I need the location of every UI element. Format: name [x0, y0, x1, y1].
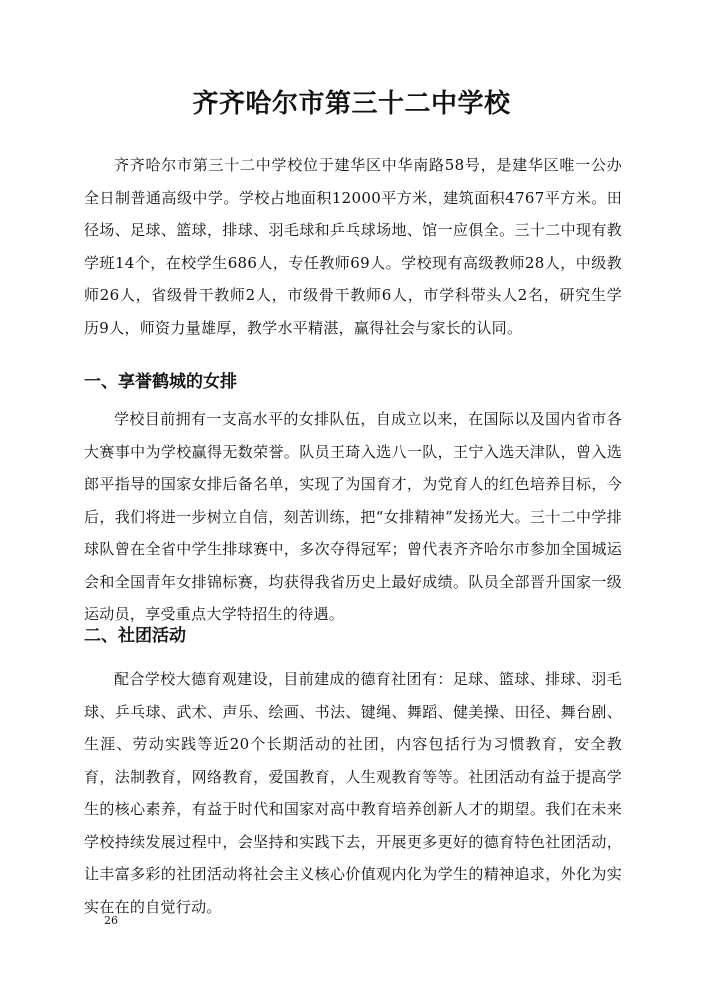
section-body-volleyball: 学校目前拥有一支高水平的女排队伍，自成立以来，在国际以及国内省市各大赛事中为学校赢得无数荣誉。队员王琦入选八一队，王宁入选天津队，曾入选郎平指导的国家女排后备名单，实现了为国育才，为党育人的红色培养目标，今后，我们将进一步树立自信，刻苦训练，把“女排精神”发扬光大。三十二中学排球队曾在全省中学生排球赛中，多次夺得冠军；曾代表齐齐哈尔市参加全国城运会和全国青年女排锦标赛，均获得我省历史上最好成绩。队员全部晋升国家一级运动员，享受重点大学特招生的待遇。: [84, 410, 622, 623]
intro-paragraph: 齐齐哈尔市第三十二中学校位于建华区中华南路58号，是建华区唯一公办全日制普通高级中学。学校占地面积12000平方米，建筑面积4767平方米。田径场、足球、篮球，排球、羽毛球和乒乓球场地、馆一应俱全。三十二中现有教学班14个，在校学生686人，专任教师69人。学校现有高级教师28人，中级教师26人，省级骨干教师2人，市级骨干教师6人，市学科带头人2名，研究生学历9人，师资力量雄厚，教学水平精湛，赢得社会与家长的认同。: [84, 156, 622, 337]
page-number: 26: [104, 914, 118, 927]
page-title: 齐齐哈尔市第三十二中学校: [192, 89, 511, 119]
section-body-clubs: 配合学校大德育观建设，目前建成的德育社团有：足球、篮球、排球、羽毛球、乒乓球、武术、声乐、绘画、书法、键绳、舞蹈、健美操、田径、舞台剧、生涯、劳动实践等近20个长期活动的社团，内容包括行为习惯教育，安全教育，法制教育，网络教育，爱国教育，人生观教育等等。社团活动有益于提高学生的核心素养，有益于时代和国家对高中教育培养创新人才的期望。我们在未来学校持续发展过程中，会坚持和实践下去，开展更多更好的德育特色社团活动，让丰富多彩的社团活动将社会主义核心价值观内化为学生的精神追求，外化为实实在在的自觉行动。: [84, 670, 622, 916]
section-heading-volleyball: 一、享誉鹤城的女排: [84, 372, 237, 392]
section-heading-clubs: 二、社团活动: [84, 626, 186, 646]
